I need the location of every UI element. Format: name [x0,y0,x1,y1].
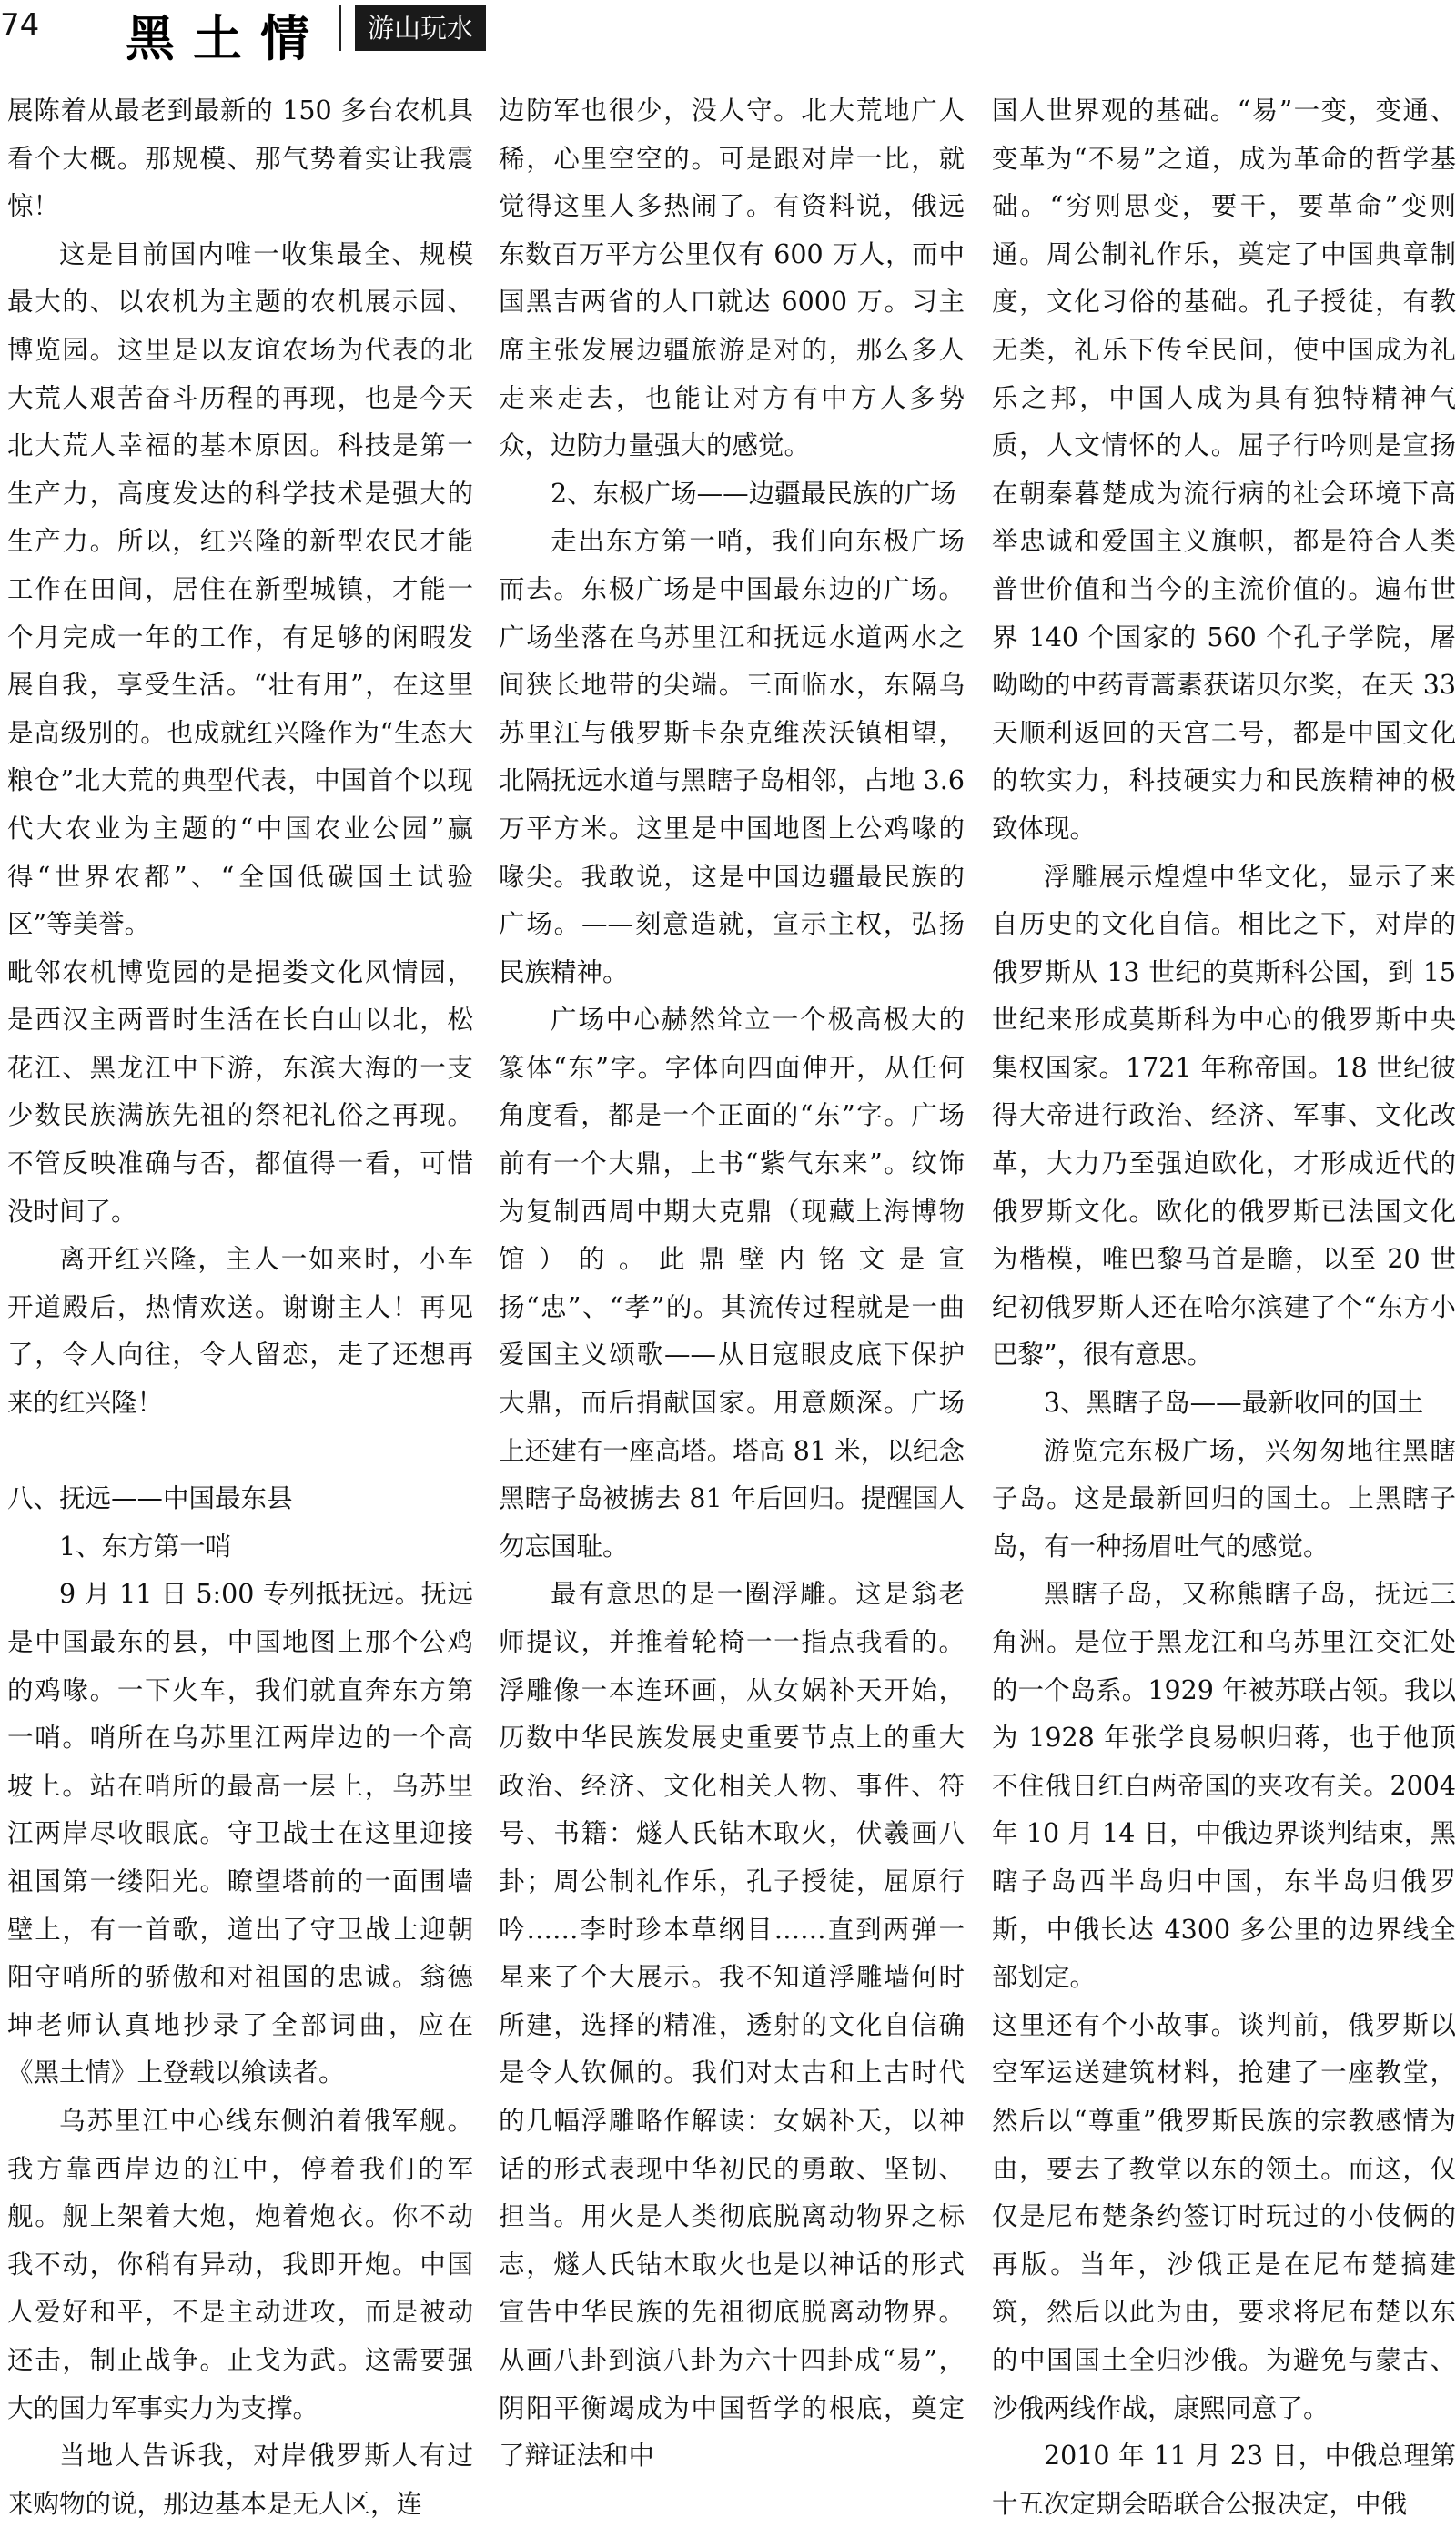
paragraph: 当地人告诉我，对岸俄罗斯人有过来购物的说，那边基本是无人区，连 [7,2441,473,2519]
paragraph: 边防军也很少，没人守。北大荒地广人稀，心里空空的。可是跟对岸一比，就觉得这里人多热闹了。有资料说，俄远东数百万平方公里仅有 600 万人，而中国黑吉两省的人口就达 6000 万。习主席主张发展边疆旅游是对的，那么多人走来走去，也能让对方有中方人多势众，边防力量强大的感觉。 [499,96,965,461]
paragraph: 展陈着从最老到最新的 150 多台农机具看个大概。那规模、那气势着实让我震惊！ [7,96,473,222]
paragraph: 乌苏里江中心线东侧泊着俄军舰。我方靠西岸边的江中，停着我们的军舰。舰上架着大炮，炮着炮衣。你不动我不动，你稍有异动，我即开炮。中国人爱好和平，不是主动进攻，而是被动还击，制止战争。止戈为武。这需要强大的国力军事实力为支撑。 [7,2105,473,2423]
section-badge: 游山玩水 [355,5,486,51]
page-number: 74 [0,7,40,44]
paragraph: 这是目前国内唯一收集最全、规模最大的、以农机为主题的农机展示园、博览园。这里是以友谊农场为代表的北大荒人艰苦奋斗历程的再现，也是今天北大荒人幸福的基本原因。科技是第一生产力，高度发达的科学技术是强大的生产力。所以，红兴隆的新型农民才能工作在田间，居住在新型城镇，才能一个月完成一年的工作，有足够的闲暇发展自我，享受生活。“壮有用”，在这里是高级别的。也成就红兴隆作为“生态大粮仓”北大荒的典型代表，中国首个以现代大农业为主题的“中国农业公园”赢得“世界农都”、“全国低碳国土试验区”等美誉。 [7,238,473,940]
paragraph: 最有意思的是一圈浮雕。这是翁老师提议，并推着轮椅一一指点我看的。浮雕像一本连环画，从女娲补天开始，历数中华民族发展史重要节点上的重大政治、经济、文化相关人物、事件、符号、书籍：燧人氏钻木取火，伏羲画八卦；周公制礼作乐，孔子授徒，屈原行吟……李时珍本草纲目……直到两弹一星来了个大展示。我不知道浮雕墙何时所建，选择的精准，透射的文化自信确是令人钦佩的。我们对太古和上古时代的几幅浮雕略作解读：女娲补天，以神话的形式表现中华初民的勇敢、坚韧、担当。用火是人类彻底脱离动物界之标志，燧人氏钻木取火也是以神话的形式宣告中华民族的先祖彻底脱离动物界。从画八卦到演八卦为六十四卦成“易”，阴阳平衡竭成为中国哲学的根底，奠定了辩证法和中 [499,1579,965,2472]
paragraph: 这里还有个小故事。谈判前，俄罗斯以空军运送建筑材料，抢建了一座教堂，然后以“尊重”俄罗斯民族的宗教感情为由，要去了教堂以东的领土。而这，仅仅是尼布楚条约签订时玩过的小伎俩的再版。当年，沙俄正是在尼布楚搞建筑，然后以此为由，要求将尼布楚以东的中国国土全归沙俄。为避免与蒙古、沙俄两线作战，康熙同意了。 [992,2009,1456,2423]
paragraph: 毗邻农机博览园的是挹娄文化风情园，是西汉主两晋时生活在长白山以北，松花江、黑龙江中下游，东滨大海的一支少数民族满族先祖的祭祀礼俗之再现。不管反映准确与否，都值得一看，可惜没时间了。 [7,956,473,1227]
section-heading: 八、抚远——中国最东县 [7,1483,293,1514]
subsection-heading: 2、东极广场——边疆最民族的广场 [551,478,956,509]
paragraph: 国人世界观的基础。“易”一变，变通、变革为“不易”之道，成为革命的哲学基础。“穷则思变，要干，要革命”变则通。周公制礼作乐，奠定了中国典章制度，文化习俗的基础。孔子授徒，有教无类，礼乐下传至民间，使中国成为礼乐之邦，中国人成为具有独特精神气质，人文情怀的人。屈子行吟则是宣扬在朝秦暮楚成为流行病的社会环境下高举忠诚和爱国主义旗帜，都是符合人类普世价值和当今的主流价值的。遍布世界 140 个国家的 560 个孔子学院，屠呦呦的中药青蒿素获诺贝尔奖，在天 33 天顺利返回的天宫二号，都是中国文化的软实力，科技硬实力和民族精神的极致体现。 [992,96,1456,844]
text-column-3 [992,87,1456,2519]
paragraph: 黑瞎子岛，又称熊瞎子岛，抚远三角洲。是位于黑龙江和乌苏里江交汇处的一个岛系。1929 年被苏联占领。我以为 1928 年张学良易帜归蒋，也于他顶不住俄日红白两帝国的夹攻有关。2004 年 10 月 14 日，中俄边界谈判结束，黑瞎子岛西半岛归中国，东半岛归俄罗斯，中俄长达 4300 多公里的边界线全部划定。 [992,1579,1456,1993]
paragraph: 走出东方第一哨，我们向东极广场而去。东极广场是中国最东边的广场。广场坐落在乌苏里江和抚远水道两水之间狭长地带的尖端。三面临水，东隔乌苏里江与俄罗斯卡杂克维茨沃镇相望，北隔抚远水道与黑瞎子岛相邻，占地 3.6 万平方米。这里是中国地图上公鸡喙的喙尖。我敢说，这是中国边疆最民族的广场。——刻意造就，宣示主权，弘扬民族精神。 [499,526,965,987]
section-gap [7,1428,473,1476]
subsection-heading: 3、黑瞎子岛——最新收回的国土 [1044,1388,1424,1419]
text-column-2 [499,87,965,2472]
text-column-1 [7,87,473,2519]
paragraph: 9 月 11 日 5:00 专列抵抚远。抚远是中国最东的县，中国地图上那个公鸡的鸡喙。一下火车，我们就直奔东方第一哨。哨所在乌苏里江两岸边的一个高坡上。站在哨所的最高一层上，乌苏里江两岸尽收眼底。守卫战士在这里迎接祖国第一缕阳光。瞭望塔前的一面围墙壁上，有一首歌，道出了守卫战士迎朝阳守哨所的骄傲和对祖国的忠诚。翁德坤老师认真地抄录了全部词曲，应在《黑土情》上登载以飨读者。 [7,1579,473,2088]
paragraph: 浮雕展示煌煌中华文化，显示了来自历史的文化自信。相比之下，对岸的俄罗斯从 13 世纪的莫斯科公国，到 15 世纪来形成莫斯科为中心的俄罗斯中央集权国家。1721 年称帝国。18 世纪彼得大帝进行政治、经济、军事、文化改革，大力乃至强迫欧化，才形成近代的俄罗斯文化。欧化的俄罗斯已法国文化为楷模，唯巴黎马首是瞻，以至 20 世纪初俄罗斯人还在哈尔滨建了个“东方小巴黎”，很有意思。 [992,861,1456,1370]
subsection-heading: 1、东方第一哨 [59,1531,232,1562]
paragraph: 游览完东极广场，兴匆匆地往黑瞎子岛。这是最新回归的国土。上黑瞎子岛，有一种扬眉吐气的感觉。 [992,1435,1456,1562]
paragraph: 广场中心赫然耸立一个极高极大的篆体“东”字。字体向四面伸开，从任何角度看，都是一个正面的“东”字。广场前有一个大鼎，上书“紫气东来”。纹饰为复制西周中期大克鼎（现藏上海博物馆）的。此鼎壁内铭文是宣扬“忠”、“孝”的。其流传过程就是一曲爱国主义颂歌——从日寇眼皮底下保护大鼎，而后捐献国家。用意颇深。广场上还建有一座高塔。塔高 81 米，以纪念黑瞎子岛被掳去 81 年后回归。提醒国人勿忘国耻。 [499,1005,965,1562]
header-divider [339,5,341,51]
page-header [0,0,1456,67]
magazine-logo: 黑土情 [126,9,328,67]
paragraph: 2010 年 11 月 23 日，中俄总理第十五次定期会晤联合公报决定，中俄 [992,2441,1456,2519]
paragraph: 离开红兴隆，主人一如来时，小车开道殿后，热情欢送。谢谢主人！再见了，令人向往，令人留恋，走了还想再来的红兴隆！ [7,1244,473,1419]
